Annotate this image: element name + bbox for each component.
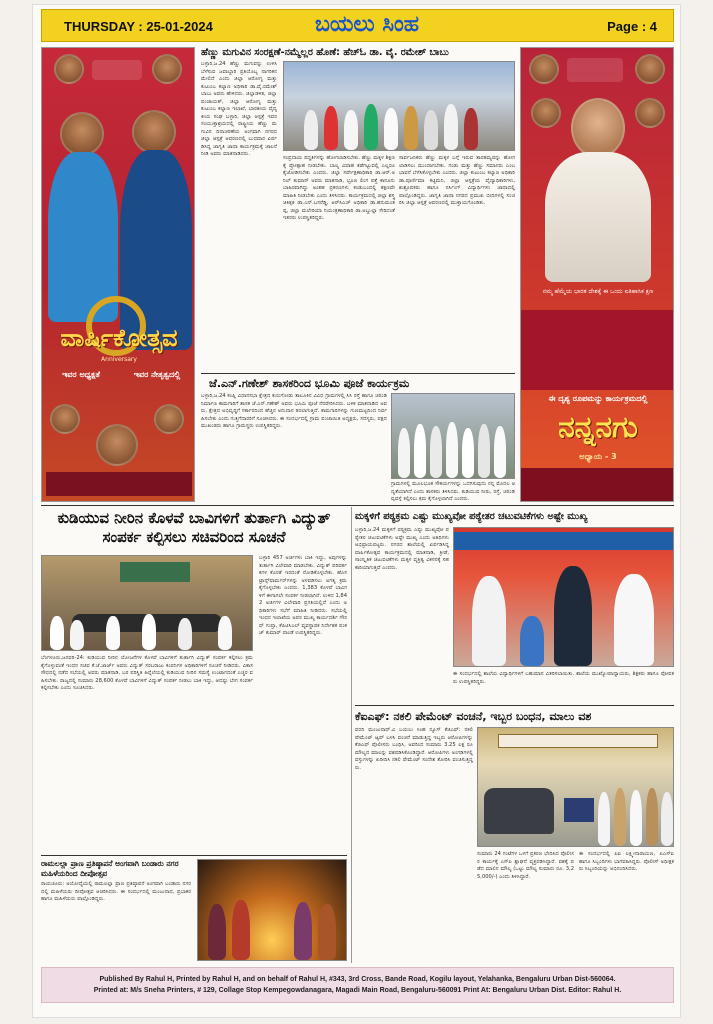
article-3-headline: ಕುಡಿಯುವ ನೀರಿನ ಕೊಳವೆ ಬಾವಿಗಳಿಗೆ ತುರ್ತಾಗಿ ವಿದ್ಯುತ್ ಸಂಪರ್ಕ ಕಲ್ಪಿಸಲು ಸಚಿವರಿಂದ ಸೂಚನೆ — [57, 509, 331, 546]
article-1-text: ಬಳ್ಳಾರಿ,ಜ.24 ಹೆಣ್ಣು ಮಗುವನ್ನು ಉಳಿಸಿ ಬೆಳೆಸುವ ಜವಾಬ್ದಾರಿ ಪ್ರತಿಯೊಬ್ಬ ನಾಗರಿಕನ ಮೇಲಿದೆ ಎಂದು ಜಿಲ್ಲಾ ಆರೋಗ್ಯ ಮತ್ತು ಕುಟುಂಬ ಕಲ್ಯಾಣ ಅಧಿಕಾರಿ ಡಾ.ವೈ.ರಮೇಶ್ ಬಾಬು ಅವರು ಹೇಳಿದರು. ಜಿಲ್ಲಾಡಳಿತ, ಜಿಲ್ಲಾ ಪಂಚಾಯತ್, ಜಿಲ್ಲಾ ಆರೋಗ್ಯ ಮತ್ತು ಕುಟುಂಬ ಕಲ್ಯಾಣ ಇಲಾಖೆ, ಭಾರತೀಯ ವೈದ್ಯಕೀಯ ಸಂಘ ಬಳ್ಳಾರಿ, ಜಿಲ್ಲಾ ಆಸ್ಪತ್ರೆ ಇವರ ಸಂಯುಕ್ತಾಶ್ರಯದಲ್ಲಿ ರಾಷ್ಟ್ರೀಯ ಹೆಣ್ಣು ಮಗುವಿನ ದಿನಾಚರಣೆಯ ಅಂಗವಾಗಿ ನಗರದ ಜಿಲ್ಲಾ ಆಸ್ಪತ್ರೆ ಆವರಣದಲ್ಲಿ ಬುಧವಾರ ಏರ್ಪಡಿಸಿದ್ದ ಜಾಗೃತಿ ಜಾಥಾ ಕಾರ್ಯಕ್ರಮಕ್ಕೆ ಚಾಲನೆ ನೀಡಿ ಅವರು ಮಾತನಾಡಿದರು. — [201, 61, 277, 157]
article-6-text: ರಾಯಚೂರು: ಅಯೋಧ್ಯೆಯಲ್ಲಿ ರಾಮಲಲ್ಲಾ ಪ್ರಾಣ ಪ್ರತಿಷ್ಠಾಪನೆ ಅಂಗವಾಗಿ ಬಂಡಾರು ನಗರದಲ್ಲಿ ಮಹಿಳೆಯರು ದೀಪೋತ್ಸವ ಆಚರಿಸಿದರು. ಈ ಸಂದರ್ಭದಲ್ಲಿ ಮಂಜುನಾಥ, ಪ್ರಭಾಕರ ಹಾಗೂ ಮಹಿಳೆಯರು ಪಾಲ್ಗೊಂಡಿದ್ದರು. — [41, 881, 191, 902]
article-3-text: ಬಳ್ಳಾರಿ 457 ಅರ್ಜಿಗಳು ಬಾಕಿ ಇದ್ದು, ಅವುಗಳನ್ನು ತುರ್ತಾಗಿ ವಿಲೇವಾರಿ ಮಾಡಬೇಕು. ವಿದ್ಯುತ್ ಪರಿವರ್ತಕಗಳ ಕೊರತೆ ಇರದಂತೆ ನೋಡಿಕೊಳ್ಳಬೇಕು. ಹೊಸ ಟ್ರಾನ್ಸ್‌ಫಾರ್ಮರ್‌ಗಳನ್ನು ಅಳವಡಿಸಲು ಅಗತ್ಯ ಕ್ರಮ ಕೈಗೊಳ್ಳಬೇಕು ಎಂದರು. 1,383 ಕೊಳವೆ ಬಾವಿಗಳಿಗೆ ಈಗಾಗಲೇ ಸಂಪರ್ಕ ನೀಡಲಾಗಿದೆ. ಉಳಿದ 1,842 ಅರ್ಜಿಗಳ ವಿಲೇವಾರಿ ಪ್ರಗತಿಯಲ್ಲಿದೆ ಎಂದು ಅಧಿಕಾರಿಗಳು ಸಭೆಗೆ ಮಾಹಿತಿ ನೀಡಿದರು. ಸಭೆಯಲ್ಲಿ ಇಂಧನ ಇಲಾಖೆಯ ಅಪರ ಮುಖ್ಯ ಕಾರ್ಯದರ್ಶಿ ಗೌರವ್ ಗುಪ್ತಾ, ಕೆಪಿಟಿಸಿಎಲ್ ವ್ಯವಸ್ಥಾಪಕ ನಿರ್ದೇಶಕ ಪಂಕಜ್ ಕುಮಾರ್ ಪಾಂಡೆ ಉಪಸ್ಥಿತರಿದ್ದರು. — [259, 555, 347, 636]
poster-portrait — [571, 98, 625, 158]
article-6-headline: ರಾಮಲಲ್ಲಾ ಪ್ರಾಣ ಪ್ರತಿಷ್ಠಾಪನೆ ಅಂಗವಾಗಿ ಬಂಡಾರು ನಗರ ಮಹಿಳೆಯರಿಂದ ದೀಪೋತ್ಸವ — [41, 859, 179, 878]
poster-portrait — [60, 112, 104, 156]
article-5-text: ಈ ಸಂದರ್ಭದಲ್ಲಿ ಪಿಐ ಲಕ್ಷ್ಮೀನಾರಾಯಣ, ಪಿಎಸ್‌ಐ ಹಾಗೂ ಸಿಬ್ಬಂದಿಗಳು ಭಾಗವಹಿಸಿದ್ದರು. ಪೊಲೀಸ್ ಅಧೀಕ್ಷಕರು ಸಿಬ್ಬಂದಿಯನ್ನು ಅಭಿನಂದಿಸಿದರು. — [579, 851, 674, 872]
article-4-text: ಬಳ್ಳಾರಿ,ಜ.24 ಮಕ್ಕಳಿಗೆ ಪಠ್ಯಕ್ರಮ ಎಷ್ಟು ಮುಖ್ಯವೋ ಪಠ್ಯೇತರ ಚಟುವಟಿಕೆಗಳು ಅಷ್ಟೇ ಮುಖ್ಯ ಎಂದು ಅತಿಥಿಗಳು ಅಭಿಪ್ರಾಯಪಟ್ಟರು. ನಗರದ ಶಾಲೆಯಲ್ಲಿ ಏರ್ಪಡಿಸಿದ್ದ ವಾರ್ಷಿಕೋತ್ಸವ ಕಾರ್ಯಕ್ರಮದಲ್ಲಿ ಮಾತನಾಡಿ, ಕ್ರೀಡೆ, ಸಾಂಸ್ಕೃತಿಕ ಚಟುವಟಿಕೆಗಳು ಮಕ್ಕಳ ವ್ಯಕ್ತಿತ್ವ ವಿಕಸನಕ್ಕೆ ಸಹಕಾರಿಯಾಗುತ್ತವೆ ಎಂದರು. — [355, 527, 449, 571]
poster-portrait — [96, 424, 138, 466]
poster-portrait — [154, 404, 184, 434]
poster-caption-right: ಇವರ ನೇತೃತ್ವದಲ್ಲಿ — [133, 370, 181, 379]
imprint-line: Published By Rahul H, Printed by Rahul H, and on behalf of Rahul H, #343, 3rd Cross, Bande Road, Kogilu layout, Yelahanka, Bengaluru Urban Dist-560064. — [99, 976, 616, 983]
article-2-text: ಗ್ರಾಮಗಳಲ್ಲಿ ಮೂಲಭೂತ ಸೌಕರ್ಯಗಳನ್ನು ಒದಗಿಸುವುದು ನನ್ನ ಮೊದಲ ಆದ್ಯತೆಯಾಗಿದೆ ಎಂದು ಶಾಸಕರು ತಿಳಿಸಿದರು. ಕುಡಿಯುವ ನೀರು, ರಸ್ತೆ, ಚರಂಡಿ ವ್ಯವಸ್ಥೆ ಕಲ್ಪಿಸಲು ಕ್ರಮ ಕೈಗೊಳ್ಳಲಾಗಿದೆ ಎಂದರು. — [391, 481, 515, 501]
poster-figure — [545, 152, 651, 282]
poster-title: ವಾರ್ಷಿಕೋತ್ಸವ — [60, 324, 178, 352]
masthead-bar — [41, 9, 674, 42]
article-3-text: ಬೆಂಗಳೂರು,ಜನವರಿ-24: ಕುಡಿಯುವ ನೀರಿನ ಯೋಜನೆಗಳ ಕೊಳವೆ ಬಾವಿಗಳಿಗೆ ತುರ್ತಾಗಿ ವಿದ್ಯುತ್ ಸಂಪರ್ಕ ಕಲ್ಪಿಸಲು ಕ್ರಮ ಕೈಗೊಳ್ಳುವಂತೆ ಇಂಧನ ಸಚಿವ ಕೆ.ಜೆ.ಜಾರ್ಜ್ ಅವರು ವಿದ್ಯುತ್ ಸರಬರಾಜು ಕಂಪನಿಗಳ ಅಧಿಕಾರಿಗಳಿಗೆ ಸೂಚನೆ ನೀಡಿದರು. ವಿಕಾಸಸೌಧದಲ್ಲಿ ನಡೆದ ಸಭೆಯಲ್ಲಿ ಅವರು ಮಾತನಾಡಿ, ಬರ ಪರಿಸ್ಥಿತಿ ಹಿನ್ನೆಲೆಯಲ್ಲಿ ಕುಡಿಯುವ ನೀರಿನ ಸಮಸ್ಯೆ ಉಂಟಾಗದಂತೆ ಎಚ್ಚರ ವಹಿಸಬೇಕು. ರಾಜ್ಯದಲ್ಲಿ ಸುಮಾರು 28,600 ಕೊಳವೆ ಬಾವಿಗಳಿಗೆ ವಿದ್ಯುತ್ ಸಂಪರ್ಕ ನೀಡಲು ಬಾಕಿ ಇದ್ದು, ಆದಷ್ಟು ಬೇಗ ಸಂಪರ್ಕ ಕಲ್ಪಿಸಬೇಕು ಎಂದು ಸೂಚಿಸಿದರು. — [41, 655, 253, 691]
poster-portrait — [635, 54, 665, 84]
poster-chapter: ಅಧ್ಯಾಯ - 3 — [579, 452, 617, 461]
poster-logo — [92, 60, 142, 80]
article-1-text: ಸಾರ್ವಜನಿಕರು ಹೆಣ್ಣು ಮಕ್ಕಳ ಬಗ್ಗೆ ಇರುವ ತಾರತಮ್ಯವನ್ನು ಹೋಗಲಾಡಿಸಲು ಮುಂದಾಗಬೇಕು. ಗಂಡು ಮತ್ತು ಹೆಣ್ಣು ಸಮಾನರು ಎಂಬ ಭಾವನೆ ಬೆಳೆಸಿಕೊಳ್ಳಬೇಕು ಎಂದರು. ಜಿಲ್ಲಾ ಕುಟುಂಬ ಕಲ್ಯಾಣ ಅಧಿಕಾರಿ ಡಾ.ಪೂರ್ಣಿಮಾ ಕಟ್ಟಿಮನಿ, ಜಿಲ್ಲಾ ಆಸ್ಪತ್ರೆಯ ವೈದ್ಯಾಧಿಕಾರಿಗಳು, ಶುಶ್ರೂಷಕರು ಹಾಗೂ ನರ್ಸಿಂಗ್ ವಿದ್ಯಾರ್ಥಿಗಳು ಜಾಥಾದಲ್ಲಿ ಪಾಲ್ಗೊಂಡಿದ್ದರು. ಜಾಗೃತಿ ಜಾಥಾ ನಗರದ ಪ್ರಮುಖ ಬೀದಿಗಳಲ್ಲಿ ಸಂಚರಿಸಿ ಜಿಲ್ಲಾ ಆಸ್ಪತ್ರೆ ಆವರಣದಲ್ಲಿ ಮುಕ್ತಾಯಗೊಂಡಿತು. — [399, 155, 515, 206]
article-1-headline: ಹೆಣ್ಣು ಮಗುವಿನ ಸಂರಕ್ಷಣೆ-ನಮ್ಮೆಲ್ಲರ ಹೊಣೆ: ಹೆಚ್‌ಓ ಡಾ. ವೈ. ರಮೇಶ್ ಬಾಬು — [201, 47, 449, 58]
article-4-photo — [453, 527, 674, 667]
newspaper-page — [32, 4, 681, 1018]
poster-portrait — [529, 54, 559, 84]
poster-caption-left: ಇವರ ಅಧ್ಯಕ್ಷತೆ — [62, 370, 100, 379]
article-5-photo — [477, 727, 674, 847]
article-3-photo — [41, 555, 253, 651]
poster-portrait — [50, 404, 80, 434]
article-2-headline: ಜೆ.ಎನ್.ಗಣೇಶ್ ಶಾಸಕರಿಂದ ಭೂಮಿ ಪೂಜೆ ಕಾರ್ಯಕ್ರಮ — [209, 377, 410, 390]
poster-portrait — [54, 54, 84, 84]
nannanagu-poster — [520, 47, 674, 502]
issue-date: THURSDAY : 25-01-2024 — [64, 19, 213, 34]
article-1-photo — [283, 61, 515, 151]
poster-quote: ನಮ್ಮ ಹೆಮ್ಮೆಯ ಭಾರತ ದೇಶಕ್ಕೆ ಈ ಒಂದು ಐತಿಹಾಸಿಕ ಕ್ಷಣ — [542, 288, 654, 295]
masthead-title: ಬಯಲು ಸಿಂಹ — [314, 12, 420, 37]
poster-portrait — [152, 54, 182, 84]
article-4-headline: ಮಕ್ಕಳಿಗೆ ಪಠ್ಯಕ್ರಮ ಎಷ್ಟು ಮುಖ್ಯವೋ ಪಠ್ಯೇತರ ಚಟುವಟಿಕೆಗಳು ಅಷ್ಟೇ ಮುಖ್ಯ — [355, 511, 588, 522]
article-5-text: ವರದಿ ಮಂಜುನಾಥ್.ವಿ ಬಯಲು ಸಿಂಹ ನ್ಯೂಸ್ ಕೆಜಿಎಫ್: ನಕಲಿ ಪೇಮೆಂಟ್ ಆ್ಯಪ್ ಬಳಸಿ ವಂಚನೆ ಮಾಡುತ್ತಿದ್ದ ಇಬ್ಬರು ಆರೋಪಿಗಳನ್ನು ಕೆಜಿಎಫ್ ಪೊಲೀಸರು ಬಂಧಿಸಿ, ಅವರಿಂದ ಸುಮಾರು 3.25 ಲಕ್ಷ ರೂ ಮೌಲ್ಯದ ಮಾಲನ್ನು ವಶಪಡಿಸಿಕೊಂಡಿದ್ದಾರೆ. ಆರೋಪಿಗಳು ಅಂಗಡಿಗಳಲ್ಲಿ ವಸ್ತುಗಳನ್ನು ಖರೀದಿಸಿ ನಕಲಿ ಪೇಮೆಂಟ್ ಸಂದೇಶ ತೋರಿಸಿ ವಂಚಿಸುತ್ತಿದ್ದರು. — [355, 727, 473, 771]
article-5-headline: ಕೆಐಎಫ್: ನಕಲಿ ಪೇಮೆಂಟ್ ವಂಚನೆ, ಇಬ್ಬರ ಬಂಧನ, ಮಾಲು ವಶ — [355, 710, 592, 723]
poster-logo — [567, 58, 623, 82]
poster-footer-band — [521, 468, 674, 502]
article-2-text: ಬಳ್ಳಾರಿ,ಜ.24 ಕಂಪ್ಲಿ ವಿಧಾನಸಭಾ ಕ್ಷೇತ್ರದ ಕುರುಗೋಡು ತಾಲೂಕಿನ ವಿವಿಧ ಗ್ರಾಮಗಳಲ್ಲಿ ಸಿಸಿ ರಸ್ತೆ ಹಾಗೂ ಚರಂಡಿ ನಿರ್ಮಾಣ ಕಾಮಗಾರಿಗೆ ಶಾಸಕ ಜೆ.ಎನ್.ಗಣೇಶ್ ಅವರು ಭೂಮಿ ಪೂಜೆ ನೆರವೇರಿಸಿದರು. ಬಳಿಕ ಮಾತನಾಡಿದ ಅವರು, ಕ್ಷೇತ್ರದ ಅಭಿವೃದ್ಧಿಗೆ ಸರ್ಕಾರದಿಂದ ಹೆಚ್ಚಿನ ಅನುದಾನ ತರಲಾಗುತ್ತಿದೆ. ಕಾಮಗಾರಿಗಳನ್ನು ಗುಣಮಟ್ಟದಿಂದ ನಿರ್ವಹಿಸಬೇಕು ಎಂದು ಗುತ್ತಿಗೆದಾರರಿಗೆ ಸೂಚಿಸಿದರು. ಈ ಸಂದರ್ಭದಲ್ಲಿ ಗ್ರಾಮ ಪಂಚಾಯಿತಿ ಅಧ್ಯಕ್ಷರು, ಸದಸ್ಯರು, ಪಕ್ಷದ ಮುಖಂಡರು ಹಾಗೂ ಗ್ರಾಮಸ್ಥರು ಉಪಸ್ಥಿತರಿದ್ದರು. — [201, 393, 387, 429]
article-2-photo — [391, 393, 515, 479]
poster-portrait — [531, 98, 561, 128]
imprint-line: Printed at: M/s Sneha Printers, # 129, Collage Stop Kempegowdanagara, Magadi Main Road, Bengaluru-560091 Print At: Bengaluru Urban Dist. Editor: Rahul H. — [93, 987, 622, 994]
article-6-photo — [197, 859, 347, 961]
poster-event-line: ಈ ದೃಶ್ಯ ರೂಪಮನ್ನು ಕಾರ್ಯಕ್ರಮದಲ್ಲಿ — [548, 394, 648, 403]
poster-portrait — [635, 98, 665, 128]
imprint-footer — [41, 967, 674, 1003]
poster-subtitle: Anniversary — [101, 356, 137, 363]
article-4-text: ಈ ಸಂದರ್ಭದಲ್ಲಿ ಶಾಲೆಯ ವಿದ್ಯಾರ್ಥಿಗಳಿಗೆ ಬಹುಮಾನ ವಿತರಿಸಲಾಯಿತು. ಶಾಲೆಯ ಮುಖ್ಯೋಪಾಧ್ಯಾಯರು, ಶಿಕ್ಷಕರು ಹಾಗೂ ಪೋಷಕರು ಉಪಸ್ಥಿತರಿದ್ದರು. — [453, 671, 674, 685]
poster-footer-band — [46, 472, 192, 496]
anniversary-poster — [41, 47, 195, 502]
article-5-text: ಸುಮಾರು 24 ಗಂಟೆಗಳ ಒಳಗೆ ಪ್ರಕರಣ ಭೇದಿಸಿದ ಪೊಲೀಸರ ಕಾರ್ಯಕ್ಕೆ ಎಸ್‌ಪಿ ಶ್ಲಾಘನೆ ವ್ಯಕ್ತಪಡಿಸಿದ್ದಾರೆ. ವಶಕ್ಕೆ ಪಡೆದ ಮಾಲಿನ ಮೌಲ್ಯ (ಒಟ್ಟು ಮೌಲ್ಯ ಸುಮಾರು ರೂ. 3,25,000/-) ಎಂದು ತಿಳಿಸಿದ್ದಾರೆ. — [477, 851, 574, 880]
article-1-text: ಸಂಪ್ರದಾಯ ಪದ್ಧತಿಗಳನ್ನು ಹೋಗಲಾಡಿಸಬೇಕು. ಹೆಣ್ಣು ಮಕ್ಕಳ ಶಿಕ್ಷಣಕ್ಕೆ ಪ್ರೋತ್ಸಾಹ ನೀಡಬೇಕು. ಬಾಲ್ಯ ವಿವಾಹ ತಡೆಗಟ್ಟುವಲ್ಲಿ ಎಲ್ಲರೂ ಕೈಜೋಡಿಸಬೇಕು ಎಂದರು. ಜಿಲ್ಲಾ ಸರ್ವೇಕ್ಷಣಾಧಿಕಾರಿ ಡಾ.ಆರ್.ಅನಿಲ್ ಕುಮಾರ್ ಅವರು ಮಾತನಾಡಿ, ಭ್ರೂಣ ಲಿಂಗ ಪತ್ತೆ ಕಾನೂನು ಬಾಹಿರವಾಗಿದ್ದು ಅಂತಹ ಪ್ರಕರಣಗಳು ಕಂಡುಬಂದಲ್ಲಿ ತಕ್ಷಣವೇ ಮಾಹಿತಿ ನೀಡಬೇಕು ಎಂದು ತಿಳಿಸಿದರು. ಕಾರ್ಯಕ್ರಮದಲ್ಲಿ ಜಿಲ್ಲಾ ಶಸ್ತ್ರಚಿಕಿತ್ಸಕ ಡಾ.ಎನ್.ಬಸರೆಡ್ಡಿ, ಆರ್‌ಸಿಎಚ್ ಅಧಿಕಾರಿ ಡಾ.ಹನುಮಂತಪ್ಪ, ಜಿಲ್ಲಾ ಮಲೇರಿಯಾ ನಿಯಂತ್ರಣಾಧಿಕಾರಿ ಡಾ.ಅಬ್ದುಲ್ಲಾ ಸೇರಿದಂತೆ ಇತರರು ಉಪಸ್ಥಿತರಿದ್ದರು. — [283, 155, 395, 221]
poster-portrait — [132, 110, 176, 154]
poster-info-band — [521, 310, 674, 390]
page-number: Page : 4 — [607, 19, 657, 34]
poster-title: ನನ್ನನಗು — [558, 410, 638, 445]
